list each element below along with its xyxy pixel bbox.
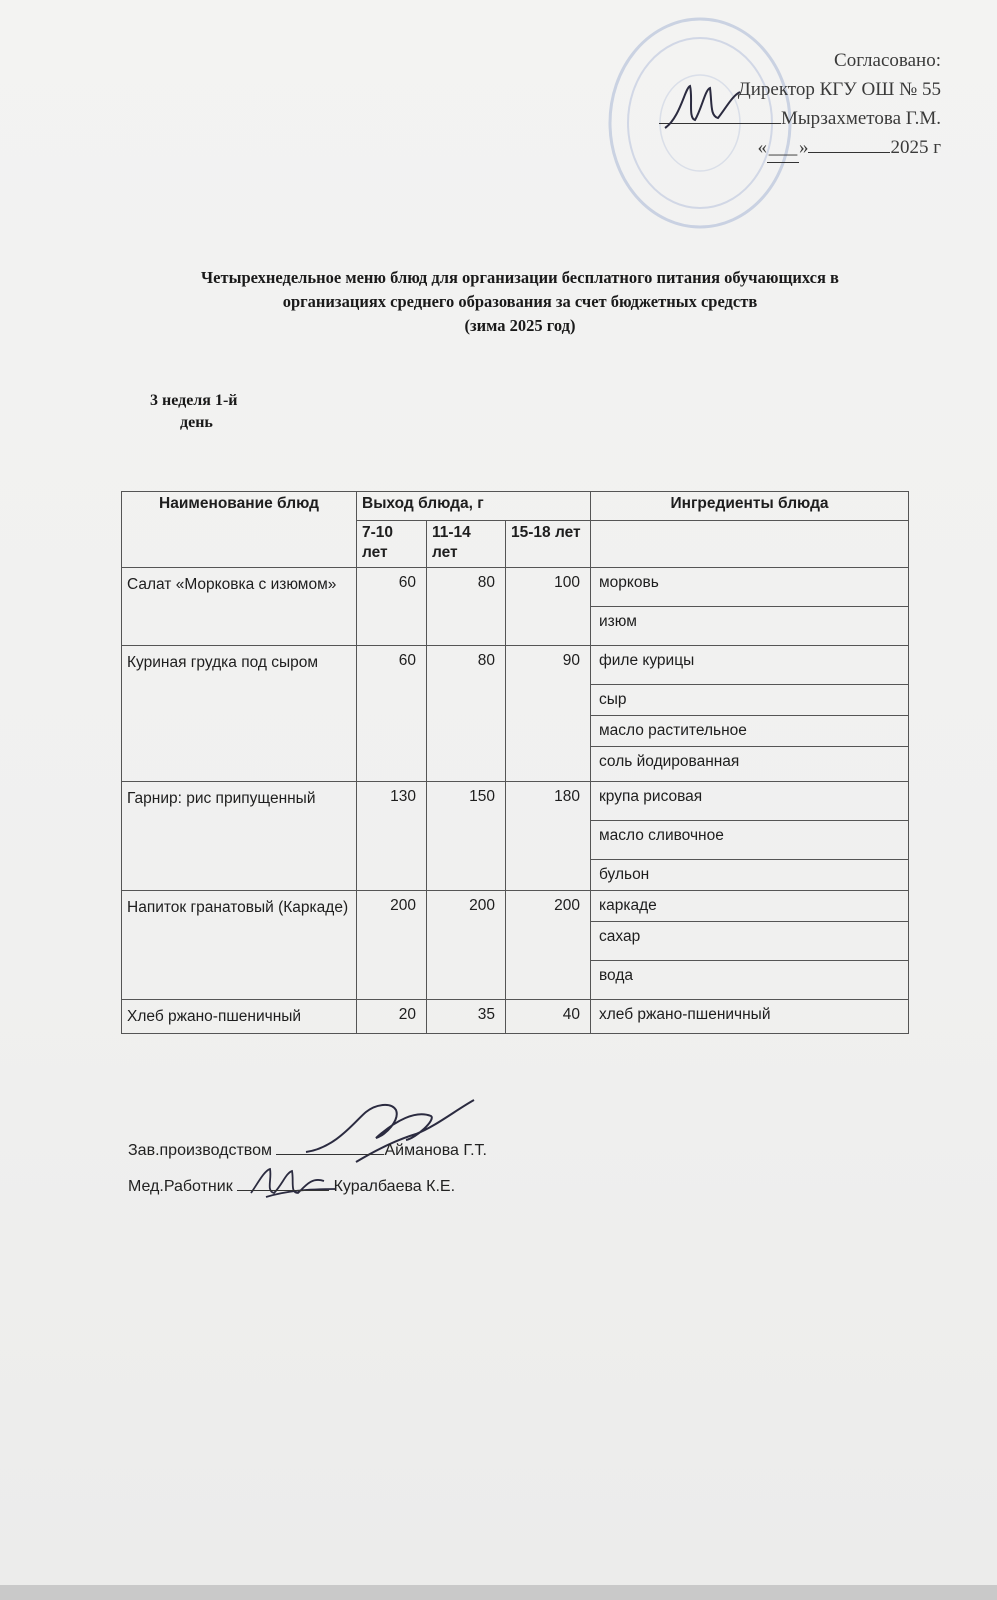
table-row xyxy=(122,891,909,922)
dish-name: Салат «Морковка с изюмом» xyxy=(122,568,357,646)
yield-11-14: 150 xyxy=(427,782,506,891)
director-signature xyxy=(660,78,770,138)
yield-15-18: 200 xyxy=(506,891,591,1000)
week-line-2: день xyxy=(180,414,213,431)
table-row xyxy=(122,568,909,607)
production-head-line xyxy=(128,1133,487,1169)
dish-name: Куриная грудка под сыром xyxy=(122,646,357,782)
ingredient: изюм xyxy=(591,607,909,646)
date-year: 2025 г xyxy=(890,137,941,158)
ingredient: хлеб ржано-пшеничный xyxy=(591,1000,909,1034)
week-line-1: 3 неделя 1-й xyxy=(150,392,238,409)
header-yield: Выход блюда, г xyxy=(357,492,591,521)
week-day-label xyxy=(150,390,237,434)
production-head-blank xyxy=(276,1140,384,1155)
date-day: ___ xyxy=(767,133,799,163)
yield-11-14: 200 xyxy=(427,891,506,1000)
production-head-name: Айманова Г.Т. xyxy=(384,1142,487,1159)
ingredient: сахар xyxy=(591,922,909,961)
yield-7-10: 130 xyxy=(357,782,427,891)
yield-15-18: 40 xyxy=(506,1000,591,1034)
yield-7-10: 200 xyxy=(357,891,427,1000)
table-row xyxy=(122,646,909,685)
approval-position: Директор КГУ ОШ № 55 xyxy=(737,79,941,100)
medical-worker-blank xyxy=(237,1176,329,1191)
ingredient: вода xyxy=(591,961,909,1000)
age-7-10: 7-10 лет xyxy=(357,521,427,568)
title-line-1: Четырехнедельное меню блюд для организации бесплатного питания обучающихся в xyxy=(201,268,839,287)
dish-name: Хлеб ржано-пшеничный xyxy=(122,1000,357,1034)
ingredient: сыр xyxy=(591,685,909,716)
header-row xyxy=(122,492,909,521)
document-title xyxy=(120,266,920,338)
title-line-2: организациях среднего образования за счет бюджетных средств xyxy=(282,292,758,311)
ingredient: соль йодированная xyxy=(591,747,909,782)
table-row xyxy=(122,782,909,821)
ingredient: масло растительное xyxy=(591,716,909,747)
ingredient: бульон xyxy=(591,860,909,891)
age-row-empty xyxy=(591,521,909,568)
date-quote-open: « xyxy=(757,137,767,158)
date-month-blank xyxy=(808,152,890,153)
yield-15-18: 180 xyxy=(506,782,591,891)
yield-11-14: 35 xyxy=(427,1000,506,1034)
ingredient: масло сливочное xyxy=(591,821,909,860)
yield-15-18: 90 xyxy=(506,646,591,782)
medical-worker-line xyxy=(128,1169,487,1205)
ingredient: крупа рисовая xyxy=(591,782,909,821)
yield-11-14: 80 xyxy=(427,646,506,782)
ingredient: морковь xyxy=(591,568,909,607)
yield-11-14: 80 xyxy=(427,568,506,646)
header-dish: Наименование блюд xyxy=(122,492,357,568)
header-ingredients: Ингредиенты блюда xyxy=(591,492,909,521)
yield-7-10: 60 xyxy=(357,568,427,646)
age-11-14: 11-14 лет xyxy=(427,521,506,568)
ingredient: филе курицы xyxy=(591,646,909,685)
age-15-18: 15-18 лет xyxy=(506,521,591,568)
yield-15-18: 100 xyxy=(506,568,591,646)
director-name: Мырзахметова Г.М. xyxy=(781,108,941,129)
scan-bottom-edge xyxy=(0,1585,997,1600)
signatures-block xyxy=(128,1133,487,1205)
yield-7-10: 20 xyxy=(357,1000,427,1034)
approval-label: Согласовано: xyxy=(834,50,941,71)
title-line-3: (зима 2025 год) xyxy=(464,316,576,335)
ingredient: каркаде xyxy=(591,891,909,922)
date-quote-close: » xyxy=(798,137,809,158)
yield-7-10: 60 xyxy=(357,646,427,782)
dish-name: Напиток гранатовый (Каркаде) xyxy=(122,891,357,1000)
medical-worker-name: Куралбаева К.Е. xyxy=(333,1178,456,1195)
production-head-label: Зав.производством xyxy=(128,1142,272,1159)
table-row xyxy=(122,1000,909,1034)
dish-name: Гарнир: рис припущенный xyxy=(122,782,357,891)
menu-table xyxy=(121,491,909,1034)
medical-worker-label: Мед.Работник xyxy=(128,1178,233,1195)
